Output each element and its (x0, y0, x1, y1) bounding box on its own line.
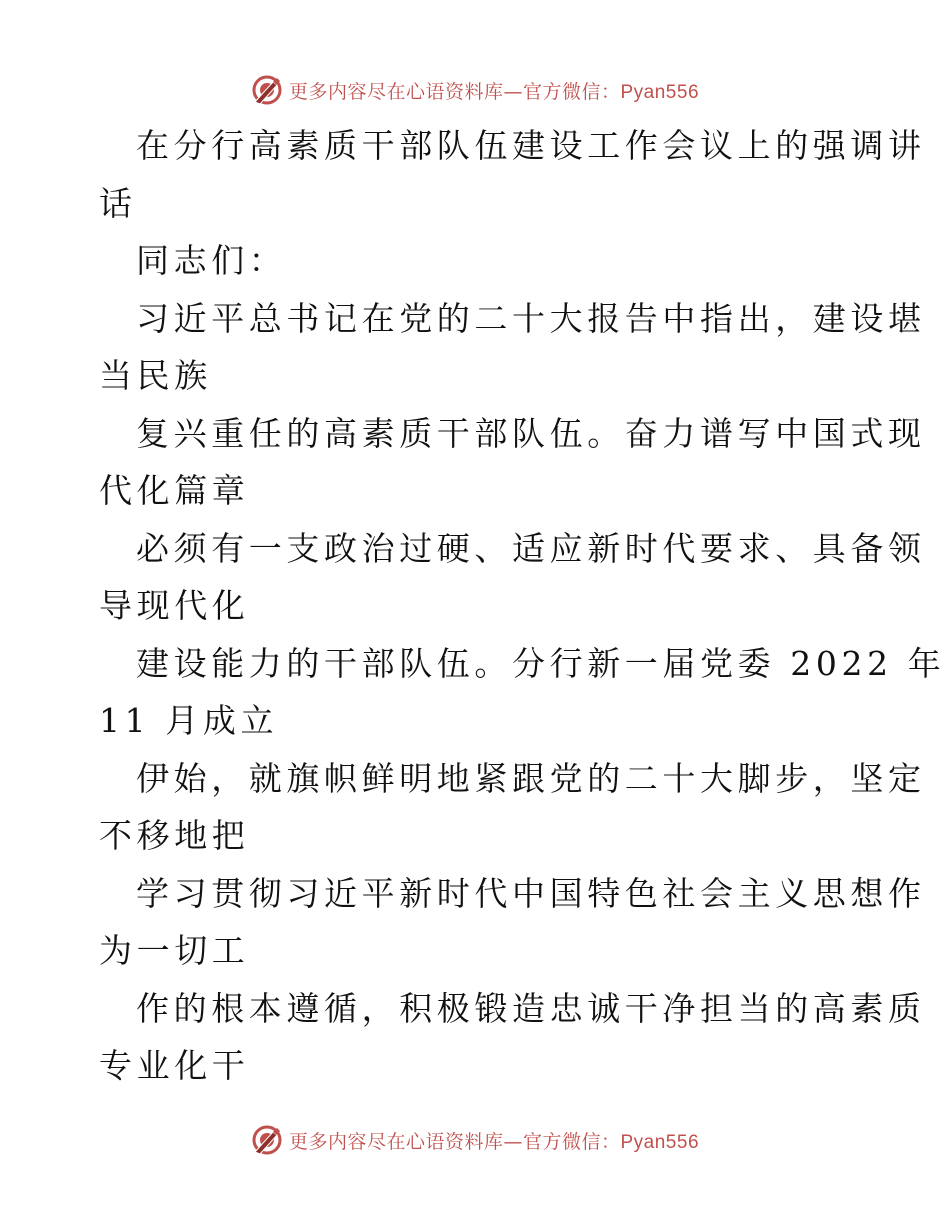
doc-title-line-2: 话 (99, 183, 137, 223)
doc-paragraph-line: 习近平总书记在党的二十大报告中指出，建设堪 (136, 298, 926, 338)
doc-paragraph-line: 复兴重任的高素质干部队伍。奋力谱写中国式现 (136, 413, 926, 453)
doc-paragraph-line: 伊始，就旗帜鲜明地紧跟党的二十大脚步，坚定 (136, 758, 926, 798)
footer-separator: — (503, 1130, 523, 1153)
header-separator: — (503, 80, 523, 103)
footer-site-text: 更多内容尽在心语资料库 (288, 1130, 504, 1153)
footer-banner-text (289, 1127, 699, 1154)
footer-wechat-label: 官方微信： (522, 1130, 621, 1153)
doc-salutation: 同志们： (136, 241, 287, 280)
doc-paragraph-line: 必须有一支政治过硬、适应新时代要求、具备领 (136, 528, 926, 568)
doc-paragraph-line: 当民族 (99, 356, 212, 395)
pen-logo-icon (251, 1124, 283, 1156)
header-banner-text (289, 77, 699, 104)
doc-paragraph-line: 为一切工 (99, 931, 250, 970)
header-site-text: 更多内容尽在心语资料库 (288, 80, 504, 103)
doc-paragraph-line: 专业化干 (99, 1046, 250, 1085)
doc-paragraph-line: 学习贯彻习近平新时代中国特色社会主义思想作 (136, 873, 926, 913)
header-banner (0, 70, 950, 110)
footer-wechat-id: Pyan556 (620, 1131, 700, 1153)
doc-paragraph-line: 不移地把 (99, 816, 250, 855)
doc-paragraph-line: 11 月成立 (99, 701, 279, 740)
doc-paragraph-line: 建设能力的干部队伍。分行新一届党委 2022 年 (136, 643, 946, 683)
pen-logo-icon (251, 74, 283, 106)
doc-paragraph-line: 导现代化 (99, 586, 250, 625)
doc-paragraph-line: 作的根本遵循，积极锻造忠诚干净担当的高素质 (136, 988, 926, 1028)
doc-paragraph-line: 代化篇章 (99, 471, 250, 510)
doc-title-line-1: 在分行高素质干部队伍建设工作会议上的强调讲 (136, 126, 926, 165)
header-wechat-label: 官方微信： (522, 80, 621, 103)
document-body (99, 117, 946, 1095)
footer-banner (0, 1120, 950, 1160)
header-wechat-id: Pyan556 (620, 81, 700, 103)
